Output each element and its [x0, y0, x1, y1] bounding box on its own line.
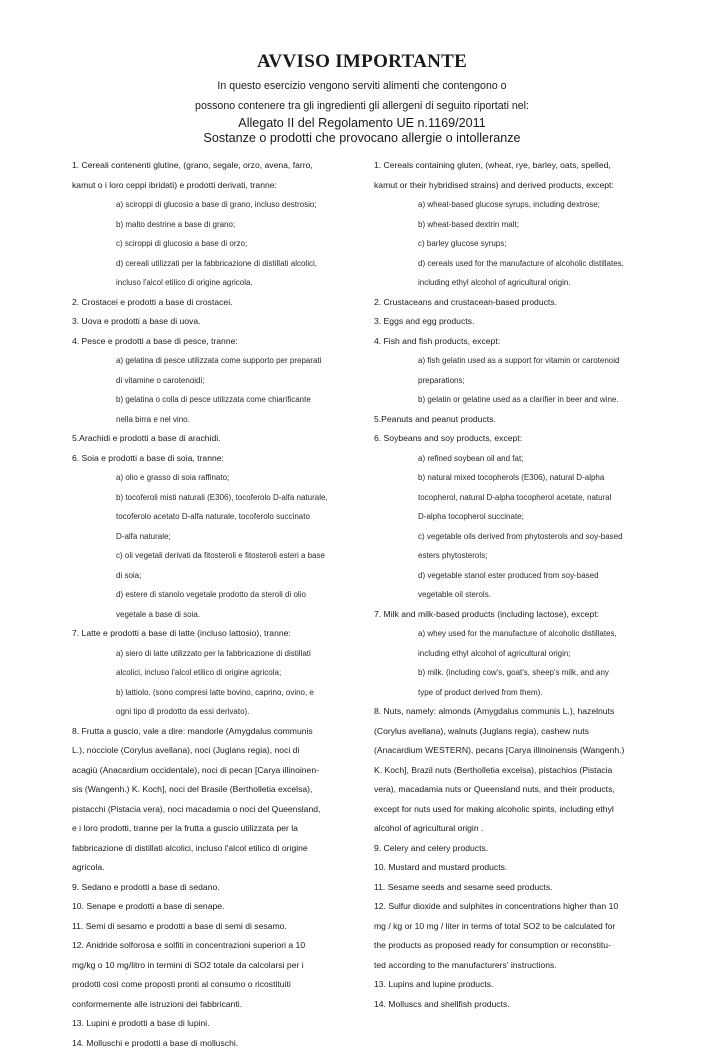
allergen-item-text: alcohol of agricultural origin .: [374, 819, 666, 839]
allergen-exception-text: a) gelatina di pesce utilizzata come supporto per preparati: [72, 351, 364, 371]
allergen-item-text: kamut o i loro ceppi ibridati) e prodotti derivati, tranne:: [72, 176, 364, 196]
allergen-item: [374, 605, 666, 703]
allergen-exception-text: a) siero di latte utilizzato per la fabbricazione di distillati: [72, 644, 364, 664]
allergen-item: [374, 995, 666, 1015]
allergen-item: [374, 839, 666, 859]
allergen-item-text: 8. Frutta a guscio, vale a dire: mandorle (Amygdalus communis: [72, 722, 364, 742]
allergen-exception-text: a) fish gelatin used as a support for vitamin or carotenoid: [374, 351, 666, 371]
allergen-item-text: 12. Anidride solforosa e solfiti in concentrazioni superiori a 10: [72, 936, 364, 956]
allergen-item-text: sis (Wangenh.) K. Koch], noci del Brasile (Bertholletia excelsa),: [72, 780, 364, 800]
allergen-item: [72, 293, 364, 313]
allergen-exception-text: di soia;: [72, 566, 364, 586]
allergen-item-text: 14. Molluschi e prodotti a base di molluschi.: [72, 1034, 364, 1053]
allergen-exception-text: c) barley glucose syrups;: [374, 234, 666, 254]
allergen-item-text: (Anacardium WESTERN), pecans [Carya illinoinensis (Wangenh.): [374, 741, 666, 761]
allergen-item-text: conformemente alle istruzioni dei fabbricanti.: [72, 995, 364, 1015]
allergen-exception-text: c) oli vegetali derivati da fitosteroli e fitosteroli esteri a base: [72, 546, 364, 566]
allergen-exception-text: preparations;: [374, 371, 666, 391]
allergen-item-text: L.), nocciole (Corylus avellana), noci (Juglans regia), noci di: [72, 741, 364, 761]
allergen-item: [72, 449, 364, 625]
allergen-item-text: 6. Soia e prodotti a base di soia, tranne:: [72, 449, 364, 469]
intro-line-1: In questo esercizio vengono serviti alimenti che contengono o: [0, 76, 724, 96]
intro-line-2: possono contenere tra gli ingredienti gli allergeni di seguito riportati nel:: [0, 96, 724, 116]
allergen-item: [72, 878, 364, 898]
allergen-item-text: 1. Cereals containing gluten, (wheat, rye, barley, oats, spelled,: [374, 156, 666, 176]
allergen-exception-text: tocopherol, natural D-alpha tocopherol acetate, natural: [374, 488, 666, 508]
allergen-exception-text: a) refined soybean oil and fat;: [374, 449, 666, 469]
allergen-item: [72, 936, 364, 1014]
allergen-item: [72, 722, 364, 878]
allergen-exception-text: d) cereals used for the manufacture of alcoholic distillates,: [374, 254, 666, 274]
allergen-exception-text: d) estere di stanolo vegetale prodotto da steroli di olio: [72, 585, 364, 605]
allergen-exception-text: type of product derived from them).: [374, 683, 666, 703]
allergen-exception-text: b) malto destrine a base di grano;: [72, 215, 364, 235]
allergen-item-text: ted according to the manufacturers' instructions.: [374, 956, 666, 976]
allergen-exception-text: a) wheat-based glucose syrups, including dextrose;: [374, 195, 666, 215]
allergen-exception-text: b) milk. (including cow's, goat's, sheep's milk, and any: [374, 663, 666, 683]
allergen-item-text: K. Koch], Brazil nuts (Bertholletia excelsa), pistachios (Pistacia: [374, 761, 666, 781]
allergen-item-text: 7. Latte e prodotti a base di latte (incluso lattosio), tranne:: [72, 624, 364, 644]
allergen-item-text: except for nuts used for making alcoholic spirits, including ethyl: [374, 800, 666, 820]
allergen-item-text: pistacchi (Pistacia vera), noci macadamia o noci del Queensland,: [72, 800, 364, 820]
allergen-exception-text: vegetable oil sterols.: [374, 585, 666, 605]
allergen-item-text: 11. Semi di sesamo e prodotti a base di semi di sesamo.: [72, 917, 364, 937]
allergen-item-text: e i loro prodotti, tranne per la frutta a guscio utilizzata per la: [72, 819, 364, 839]
allergen-item: [374, 410, 666, 430]
allergen-item: [374, 897, 666, 975]
allergen-exception-text: nella birra e nel vino.: [72, 410, 364, 430]
allergen-item-text: mg/kg o 10 mg/litro in termini di SO2 totale da calcolarsi per i: [72, 956, 364, 976]
allergen-exception-text: b) lattiolo. (sono compresi latte bovino, caprino, ovino, e: [72, 683, 364, 703]
regulation-line-1: Allegato II del Regolamento UE n.1169/2011: [0, 116, 724, 131]
allergen-item-text: acagiù (Anacardium occidentale), noci di pecan [Carya illinoinen-: [72, 761, 364, 781]
allergen-item: [72, 1034, 364, 1053]
allergen-item-text: 10. Senape e prodotti a base di senape.: [72, 897, 364, 917]
allergen-item-text: the products as proposed ready for consumption or reconstitu-: [374, 936, 666, 956]
allergen-item-text: 7. Milk and milk-based products (including lactose), except:: [374, 605, 666, 625]
allergen-item: [72, 312, 364, 332]
allergen-item-text: 12. Sulfur dioxide and sulphites in concentrations higher than 10: [374, 897, 666, 917]
allergen-item-text: mg / kg or 10 mg / liter in terms of total SO2 to be calculated for: [374, 917, 666, 937]
allergen-item-text: kamut or their hybridised strains) and derived products, except:: [374, 176, 666, 196]
allergen-exception-text: including ethyl alcohol of agricultural origin.: [374, 273, 666, 293]
allergen-item: [374, 332, 666, 410]
allergen-item: [374, 293, 666, 313]
regulation-line-2: Sostanze o prodotti che provocano allergie o intolleranze: [0, 131, 724, 146]
allergen-item-text: 3. Uova e prodotti a base di uova.: [72, 312, 364, 332]
allergen-exception-text: ogni tipo di prodotto da essi derivato).: [72, 702, 364, 722]
allergen-exception-text: b) tocoferoli misti naturali (E306), tocoferolo D-alfa naturale,: [72, 488, 364, 508]
allergen-exception-text: b) natural mixed tocopherols (E306), natural D-alpha: [374, 468, 666, 488]
allergen-item-text: (Corylus avellana), walnuts (Juglans regia), cashew nuts: [374, 722, 666, 742]
allergen-item: [72, 156, 364, 293]
allergen-exception-text: b) wheat-based dextrin malt;: [374, 215, 666, 235]
allergen-item-text: 14. Molluscs and shellfish products.: [374, 995, 666, 1015]
allergen-exception-text: b) gelatin or gelatine used as a clarifier in beer and wine.: [374, 390, 666, 410]
allergen-item: [72, 429, 364, 449]
allergen-item: [374, 156, 666, 293]
allergen-exception-text: c) vegetable oils derived from phytosterols and soy-based: [374, 527, 666, 547]
allergen-item-text: 13. Lupini e prodotti a base di lupini.: [72, 1014, 364, 1034]
allergen-item: [72, 897, 364, 917]
allergen-exception-text: vegetale a base di soia.: [72, 605, 364, 625]
allergen-item: [374, 858, 666, 878]
allergen-item-text: 9. Sedano e prodotti a base di sedano.: [72, 878, 364, 898]
allergen-item-text: 9. Celery and celery products.: [374, 839, 666, 859]
allergen-exception-text: di vitamine o carotenoidi;: [72, 371, 364, 391]
italian-column: [72, 156, 364, 1053]
allergen-item-text: 5.Peanuts and peanut products.: [374, 410, 666, 430]
allergen-exception-text: a) whey used for the manufacture of alcoholic distillates,: [374, 624, 666, 644]
notice-title: AVVISO IMPORTANTE: [0, 51, 724, 73]
allergen-exception-text: including ethyl alcohol of agricultural origin;: [374, 644, 666, 664]
allergen-item-text: 5.Arachidi e prodotti a base di arachidi.: [72, 429, 364, 449]
allergen-exception-text: alcolici, incluso l'alcol etilico di origine agricola;: [72, 663, 364, 683]
allergen-item-text: 4. Pesce e prodotti a base di pesce, tranne:: [72, 332, 364, 352]
allergen-item: [72, 624, 364, 722]
allergen-exception-text: D-alpha tocopherol succinate;: [374, 507, 666, 527]
allergen-exception-text: incluso l'alcol etilico di origine agricola.: [72, 273, 364, 293]
notice-header: [0, 0, 724, 146]
allergen-item: [374, 429, 666, 605]
allergen-item: [374, 975, 666, 995]
allergen-item: [374, 702, 666, 839]
allergen-exception-text: d) cereali utilizzati per la fabbricazione di distillati alcolici,: [72, 254, 364, 274]
allergen-exception-text: a) sciroppi di glucosio a base di grano, incluso destrosio;: [72, 195, 364, 215]
allergen-item-text: 1. Cereali contenenti glutine, (grano, segale, orzo, avena, farro,: [72, 156, 364, 176]
allergen-item-text: fabbricazione di distillati alcolici, incluso l'alcol etilico di origine: [72, 839, 364, 859]
allergen-exception-text: c) sciroppi di glucosio a base di orzo;: [72, 234, 364, 254]
allergen-item-text: 13. Lupins and lupine products.: [374, 975, 666, 995]
allergen-item: [72, 332, 364, 430]
allergen-item-text: 8. Nuts, namely: almonds (Amygdalus communis L.), hazelnuts: [374, 702, 666, 722]
allergen-item-text: 4. Fish and fish products, except:: [374, 332, 666, 352]
allergen-item-text: 2. Crustaceans and crustacean-based products.: [374, 293, 666, 313]
allergen-item: [72, 917, 364, 937]
allergen-item: [374, 878, 666, 898]
allergen-exception-text: a) olio e grasso di soia raffinato;: [72, 468, 364, 488]
allergen-item-text: 2. Crostacei e prodotti a base di crostacei.: [72, 293, 364, 313]
allergen-item-text: prodotti così come proposti pronti al consumo o ricostituiti: [72, 975, 364, 995]
allergen-exception-text: d) vegetable stanol ester produced from soy-based: [374, 566, 666, 586]
allergen-exception-text: esters phytosterols;: [374, 546, 666, 566]
allergen-exception-text: D-alfa naturale;: [72, 527, 364, 547]
allergen-item-text: vera), macadamia nuts or Queensland nuts, and their products,: [374, 780, 666, 800]
allergen-exception-text: tocoferolo acetato D-alfa naturale, tocoferolo succinato: [72, 507, 364, 527]
allergen-item-text: 11. Sesame seeds and sesame seed products.: [374, 878, 666, 898]
allergen-item: [374, 312, 666, 332]
allergen-exception-text: b) gelatina o colla di pesce utilizzata come chiarificante: [72, 390, 364, 410]
english-column: [374, 156, 666, 1014]
allergen-item-text: 3. Eggs and egg products.: [374, 312, 666, 332]
allergen-item-text: agricola.: [72, 858, 364, 878]
allergen-item-text: 10. Mustard and mustard products.: [374, 858, 666, 878]
allergen-item-text: 6. Soybeans and soy products, except:: [374, 429, 666, 449]
